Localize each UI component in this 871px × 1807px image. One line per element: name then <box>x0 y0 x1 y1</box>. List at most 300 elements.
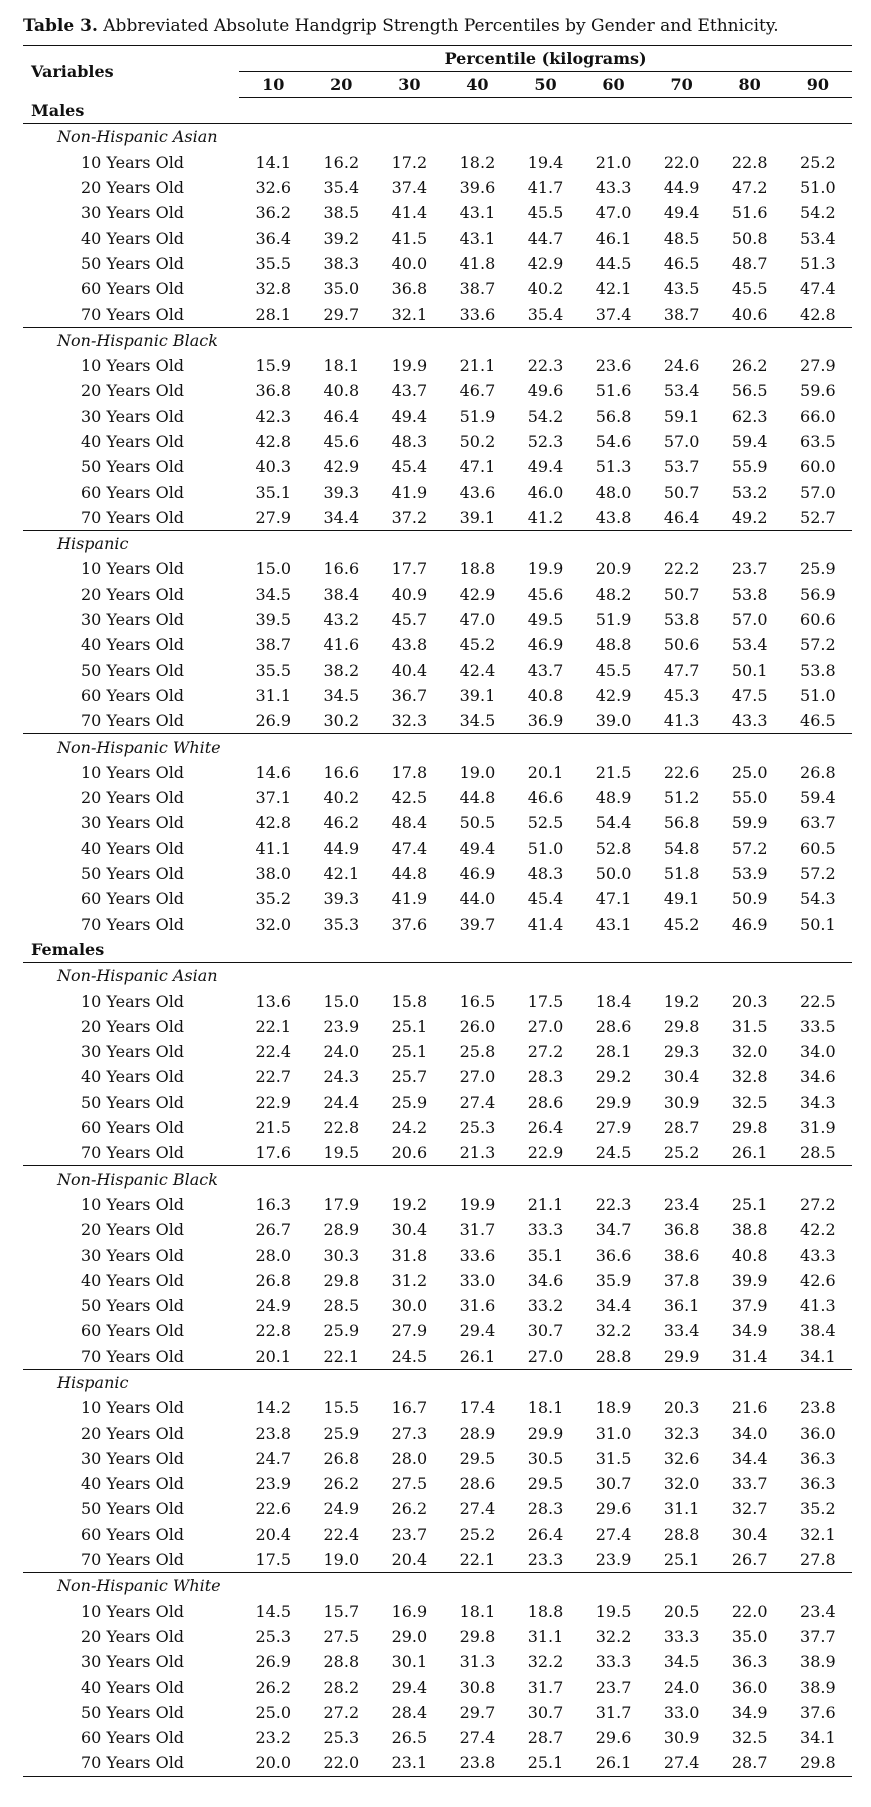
value-cell: 39.5 <box>255 610 292 630</box>
value-cell: 48.4 <box>391 813 428 833</box>
value-cell: 16.3 <box>255 1194 292 1214</box>
table-row <box>23 454 852 479</box>
value-cell: 22.6 <box>663 762 700 782</box>
table-row <box>23 1725 852 1750</box>
value-cell: 27.2 <box>800 1194 836 1214</box>
value-cell: 50.9 <box>731 889 768 909</box>
value-cell: 26.8 <box>323 1448 360 1468</box>
value-cell: 32.5 <box>731 1092 768 1112</box>
value-cell: 32.0 <box>731 1042 768 1062</box>
value-cell: 40.4 <box>391 660 428 680</box>
value-cell: 46.7 <box>459 381 496 401</box>
value-cell: 42.3 <box>255 406 292 426</box>
value-cell: 24.2 <box>391 1118 428 1138</box>
value-cell: 55.9 <box>731 457 768 477</box>
value-cell: 19.9 <box>391 356 428 376</box>
value-cell: 35.0 <box>731 1626 768 1646</box>
value-cell: 35.4 <box>527 304 564 324</box>
table-row <box>23 1624 852 1649</box>
value-cell: 22.9 <box>255 1092 292 1112</box>
table-row <box>23 1268 852 1293</box>
value-cell: 26.9 <box>255 711 292 731</box>
gender-label: Males <box>23 98 852 124</box>
value-cell: 18.1 <box>459 1601 496 1621</box>
value-cell: 24.5 <box>595 1143 632 1163</box>
value-cell: 39.1 <box>459 685 496 705</box>
value-cell: 31.7 <box>595 1702 632 1722</box>
table-row <box>23 1090 852 1115</box>
value-cell: 31.7 <box>527 1677 564 1697</box>
value-cell: 53.8 <box>731 584 768 604</box>
value-cell: 51.6 <box>731 203 768 223</box>
value-cell: 40.8 <box>323 381 360 401</box>
table-row <box>23 1547 852 1573</box>
value-cell: 29.7 <box>459 1702 496 1722</box>
value-cell: 19.9 <box>459 1194 496 1214</box>
age-label: 30 Years Old <box>81 406 185 426</box>
value-cell: 45.6 <box>527 584 564 604</box>
value-cell: 22.3 <box>595 1194 632 1214</box>
value-cell: 22.6 <box>255 1499 292 1519</box>
table-row <box>23 760 852 785</box>
value-cell: 42.9 <box>527 253 564 273</box>
table-row <box>23 1471 852 1496</box>
value-cell: 40.6 <box>731 304 768 324</box>
age-label: 30 Years Old <box>81 1448 185 1468</box>
value-cell: 32.3 <box>391 711 428 731</box>
value-cell: 60.6 <box>800 610 836 630</box>
value-cell: 28.7 <box>663 1118 700 1138</box>
table-row <box>23 505 852 531</box>
value-cell: 23.1 <box>375 1750 443 1776</box>
value-cell: 25.3 <box>255 1626 292 1646</box>
value-cell: 46.5 <box>800 711 836 731</box>
age-label: 60 Years Old <box>81 685 185 705</box>
value-cell: 25.1 <box>391 1016 428 1036</box>
age-label: 40 Years Old <box>81 635 185 655</box>
value-cell: 44.7 <box>527 228 564 248</box>
ethnicity-row <box>23 963 852 989</box>
value-cell: 27.0 <box>459 1067 496 1087</box>
value-cell: 51.3 <box>595 457 632 477</box>
value-cell: 41.9 <box>391 889 428 909</box>
value-cell: 27.3 <box>391 1423 428 1443</box>
value-cell: 24.9 <box>323 1499 360 1519</box>
value-cell: 16.5 <box>459 991 496 1011</box>
value-cell: 26.4 <box>527 1118 564 1138</box>
value-cell: 47.4 <box>391 838 428 858</box>
age-label: 50 Years Old <box>81 660 185 680</box>
value-cell: 44.9 <box>663 178 700 198</box>
age-label: 40 Years Old <box>81 1270 185 1290</box>
value-cell: 29.4 <box>391 1677 428 1697</box>
value-cell: 47.0 <box>595 203 632 223</box>
value-cell: 36.9 <box>527 711 564 731</box>
age-label: 30 Years Old <box>81 1245 185 1265</box>
value-cell: 14.6 <box>255 762 292 782</box>
value-cell: 46.2 <box>323 813 360 833</box>
value-cell: 50.6 <box>663 635 700 655</box>
value-cell: 48.3 <box>391 432 428 451</box>
value-cell: 15.0 <box>255 559 292 579</box>
percentile-column-header: 90 <box>784 72 852 98</box>
table-row <box>23 683 852 708</box>
value-cell: 42.6 <box>800 1270 836 1290</box>
table-row <box>23 1496 852 1521</box>
value-cell: 27.5 <box>391 1474 428 1494</box>
value-cell: 38.9 <box>800 1677 836 1697</box>
value-cell: 34.4 <box>595 1296 632 1316</box>
value-cell: 40.8 <box>527 685 564 705</box>
age-label: 10 Years Old <box>81 559 185 579</box>
value-cell: 21.3 <box>459 1143 496 1163</box>
ethnicity-row <box>23 124 852 150</box>
value-cell: 37.9 <box>731 1296 768 1316</box>
value-cell: 22.1 <box>255 1016 292 1036</box>
value-cell: 44.5 <box>595 253 632 273</box>
age-label: 40 Years Old <box>81 432 185 451</box>
value-cell: 50.1 <box>800 914 836 934</box>
value-cell: 42.9 <box>323 457 360 477</box>
value-cell: 26.4 <box>527 1524 564 1544</box>
value-cell: 49.5 <box>527 610 564 630</box>
value-cell: 21.1 <box>527 1194 564 1214</box>
value-cell: 17.5 <box>527 991 564 1011</box>
value-cell: 40.2 <box>527 279 564 299</box>
value-cell: 47.5 <box>731 685 768 705</box>
age-label: 30 Years Old <box>81 1652 185 1672</box>
value-cell: 30.0 <box>391 1296 428 1316</box>
value-cell: 26.0 <box>459 1016 496 1036</box>
value-cell: 48.5 <box>663 228 700 248</box>
value-cell: 34.5 <box>255 584 292 604</box>
value-cell: 30.2 <box>323 711 360 731</box>
value-cell: 50.5 <box>459 813 496 833</box>
value-cell: 28.9 <box>459 1423 496 1443</box>
value-cell: 36.4 <box>255 228 292 248</box>
value-cell: 19.5 <box>323 1143 360 1163</box>
value-cell: 34.5 <box>323 685 360 705</box>
value-cell: 39.9 <box>731 1270 768 1290</box>
value-cell: 25.0 <box>731 762 768 782</box>
value-cell: 40.2 <box>323 788 360 808</box>
value-cell: 15.5 <box>323 1398 360 1418</box>
value-cell: 32.0 <box>663 1474 700 1494</box>
age-label: 70 Years Old <box>81 711 185 731</box>
value-cell: 25.9 <box>391 1092 428 1112</box>
value-cell: 54.2 <box>800 203 836 223</box>
value-cell: 32.7 <box>731 1499 768 1519</box>
value-cell: 66.0 <box>800 406 836 426</box>
value-cell: 18.8 <box>459 559 496 579</box>
age-label: 40 Years Old <box>81 1067 185 1087</box>
value-cell: 28.3 <box>527 1067 564 1087</box>
value-cell: 23.7 <box>731 559 768 579</box>
age-label: 60 Years Old <box>81 889 185 909</box>
value-cell: 32.1 <box>391 304 428 324</box>
value-cell: 19.0 <box>323 1550 360 1570</box>
value-cell: 43.7 <box>391 381 428 401</box>
value-cell: 41.7 <box>527 178 564 198</box>
table-row <box>23 1293 852 1318</box>
value-cell: 48.7 <box>731 253 768 273</box>
value-cell: 30.5 <box>527 1448 564 1468</box>
value-cell: 45.4 <box>527 889 564 909</box>
value-cell: 14.5 <box>255 1601 292 1621</box>
value-cell: 21.6 <box>731 1398 768 1418</box>
value-cell: 30.1 <box>391 1652 428 1672</box>
value-cell: 20.6 <box>391 1143 428 1163</box>
value-cell: 22.8 <box>255 1321 292 1341</box>
value-cell: 29.6 <box>595 1728 632 1748</box>
value-cell: 45.2 <box>459 635 496 655</box>
value-cell: 13.6 <box>255 991 292 1011</box>
value-cell: 57.0 <box>731 610 768 630</box>
ethnicity-label: Non-Hispanic Asian <box>57 127 218 147</box>
value-cell: 17.7 <box>391 559 428 579</box>
value-cell: 27.4 <box>459 1728 496 1748</box>
value-cell: 30.9 <box>663 1092 700 1112</box>
value-cell: 37.4 <box>391 178 428 198</box>
value-cell: 34.5 <box>459 711 496 731</box>
value-cell: 42.4 <box>459 660 496 680</box>
value-cell: 41.1 <box>255 838 292 858</box>
value-cell: 22.2 <box>663 559 700 579</box>
age-label: 50 Years Old <box>81 253 185 273</box>
value-cell: 36.0 <box>800 1423 836 1443</box>
value-cell: 42.8 <box>255 432 292 451</box>
value-cell: 20.3 <box>731 991 768 1011</box>
value-cell: 41.3 <box>800 1296 836 1316</box>
value-cell: 46.4 <box>323 406 360 426</box>
value-cell: 22.3 <box>527 356 564 376</box>
value-cell: 50.7 <box>663 584 700 604</box>
value-cell: 36.3 <box>800 1448 836 1468</box>
age-label: 60 Years Old <box>81 279 185 299</box>
value-cell: 27.4 <box>648 1750 716 1776</box>
value-cell: 23.9 <box>255 1474 292 1494</box>
table-row <box>23 861 852 886</box>
value-cell: 26.1 <box>580 1750 648 1776</box>
value-cell: 51.2 <box>663 788 700 808</box>
value-cell: 27.8 <box>800 1550 836 1570</box>
value-cell: 48.0 <box>595 482 632 502</box>
value-cell: 31.5 <box>595 1448 632 1468</box>
table-row <box>23 1039 852 1064</box>
value-cell: 29.5 <box>527 1474 564 1494</box>
value-cell: 22.0 <box>731 1601 768 1621</box>
value-cell: 30.8 <box>459 1677 496 1697</box>
value-cell: 49.4 <box>663 203 700 223</box>
value-cell: 53.4 <box>731 635 768 655</box>
value-cell: 32.2 <box>595 1626 632 1646</box>
table-row <box>23 1395 852 1420</box>
value-cell: 60.0 <box>800 457 836 477</box>
value-cell: 28.0 <box>391 1448 428 1468</box>
value-cell: 51.3 <box>800 253 836 273</box>
value-cell: 53.2 <box>731 482 768 502</box>
value-cell: 28.7 <box>716 1750 784 1776</box>
value-cell: 51.6 <box>595 381 632 401</box>
age-label: 40 Years Old <box>81 1677 185 1697</box>
age-label: 60 Years Old <box>81 1524 185 1544</box>
table-row <box>23 1344 852 1370</box>
age-label: 50 Years Old <box>81 1092 185 1112</box>
ethnicity-label: Non-Hispanic White <box>23 734 852 760</box>
value-cell: 43.1 <box>595 914 632 934</box>
value-cell: 16.2 <box>323 152 360 172</box>
age-label: 30 Years Old <box>81 610 185 630</box>
value-cell: 29.4 <box>459 1321 496 1341</box>
value-cell: 49.6 <box>527 381 564 401</box>
value-cell: 22.8 <box>731 152 768 172</box>
value-cell: 27.4 <box>459 1092 496 1112</box>
value-cell: 29.8 <box>784 1750 852 1776</box>
table-caption-label: Table 3. <box>23 16 98 36</box>
value-cell: 20.1 <box>255 1346 292 1366</box>
value-cell: 36.3 <box>800 1474 836 1494</box>
value-cell: 56.8 <box>663 813 700 833</box>
value-cell: 33.4 <box>663 1321 700 1341</box>
age-label: 30 Years Old <box>81 1042 185 1062</box>
value-cell: 20.5 <box>663 1601 700 1621</box>
value-cell: 31.3 <box>459 1652 496 1672</box>
value-cell: 54.3 <box>800 889 836 909</box>
value-cell: 28.7 <box>527 1728 564 1748</box>
value-cell: 40.9 <box>391 584 428 604</box>
value-cell: 24.6 <box>663 356 700 376</box>
value-cell: 35.9 <box>595 1270 632 1290</box>
value-cell: 31.1 <box>663 1499 700 1519</box>
table-row <box>23 1599 852 1624</box>
value-cell: 42.9 <box>595 685 632 705</box>
value-cell: 22.1 <box>459 1550 496 1570</box>
age-label: 60 Years Old <box>81 1118 185 1138</box>
value-cell: 45.5 <box>731 279 768 299</box>
table-row <box>23 1318 852 1343</box>
value-cell: 51.9 <box>595 610 632 630</box>
value-cell: 28.8 <box>323 1652 360 1672</box>
age-label: 10 Years Old <box>81 1194 185 1214</box>
value-cell: 19.2 <box>391 1194 428 1214</box>
value-cell: 15.0 <box>323 991 360 1011</box>
ethnicity-label: Hispanic <box>23 531 852 557</box>
value-cell: 39.2 <box>323 228 360 248</box>
value-cell: 35.2 <box>800 1499 836 1519</box>
ethnicity-row <box>23 1166 852 1192</box>
ethnicity-row <box>23 327 852 353</box>
value-cell: 39.6 <box>459 178 496 198</box>
value-cell: 38.9 <box>800 1652 836 1672</box>
value-cell: 59.6 <box>800 381 836 401</box>
table-caption <box>23 14 852 38</box>
value-cell: 46.9 <box>527 635 564 655</box>
value-cell: 26.8 <box>255 1270 292 1290</box>
value-cell: 36.8 <box>663 1220 700 1240</box>
gender-label: Females <box>23 937 852 963</box>
value-cell: 46.5 <box>663 253 700 273</box>
value-cell: 20.4 <box>255 1524 292 1544</box>
value-cell: 23.4 <box>663 1194 700 1214</box>
table-row <box>23 251 852 276</box>
value-cell: 28.3 <box>527 1499 564 1519</box>
table-row <box>23 1192 852 1217</box>
value-cell: 24.9 <box>255 1296 292 1316</box>
value-cell: 53.9 <box>731 864 768 884</box>
value-cell: 42.9 <box>459 584 496 604</box>
value-cell: 54.4 <box>595 813 632 833</box>
value-cell: 41.5 <box>391 228 428 248</box>
table-row <box>23 1522 852 1547</box>
age-label: 60 Years Old <box>81 482 185 502</box>
age-label: 10 Years Old <box>81 991 185 1011</box>
value-cell: 15.8 <box>391 991 428 1011</box>
value-cell: 35.5 <box>255 253 292 273</box>
age-label: 10 Years Old <box>81 1601 185 1621</box>
value-cell: 38.6 <box>663 1245 700 1265</box>
value-cell: 17.4 <box>459 1398 496 1418</box>
value-cell: 31.9 <box>800 1118 836 1138</box>
value-cell: 23.8 <box>443 1750 511 1776</box>
value-cell: 35.1 <box>255 482 292 502</box>
value-cell: 33.0 <box>459 1270 496 1290</box>
value-cell: 28.6 <box>595 1016 632 1036</box>
table-row <box>23 607 852 632</box>
value-cell: 48.3 <box>527 864 564 884</box>
value-cell: 56.9 <box>800 584 836 604</box>
value-cell: 16.9 <box>391 1601 428 1621</box>
value-cell: 17.5 <box>255 1550 292 1570</box>
table-row <box>23 582 852 607</box>
value-cell: 43.1 <box>459 203 496 223</box>
value-cell: 16.6 <box>323 559 360 579</box>
value-cell: 43.5 <box>663 279 700 299</box>
value-cell: 18.2 <box>459 152 496 172</box>
value-cell: 26.9 <box>255 1652 292 1672</box>
ethnicity-row <box>23 1369 852 1395</box>
value-cell: 42.8 <box>800 304 836 324</box>
value-cell: 33.6 <box>459 304 496 324</box>
value-cell: 38.0 <box>255 864 292 884</box>
value-cell: 34.0 <box>800 1042 836 1062</box>
value-cell: 62.3 <box>731 406 768 426</box>
value-cell: 43.1 <box>459 228 496 248</box>
value-cell: 36.1 <box>663 1296 700 1316</box>
value-cell: 39.3 <box>323 482 360 502</box>
value-cell: 29.2 <box>595 1067 632 1087</box>
value-cell: 26.5 <box>391 1728 428 1748</box>
value-cell: 32.5 <box>731 1728 768 1748</box>
value-cell: 27.0 <box>527 1016 564 1036</box>
value-cell: 28.1 <box>255 304 292 324</box>
table-row <box>23 1674 852 1699</box>
percentile-column-header: 10 <box>239 72 307 98</box>
value-cell: 51.0 <box>800 178 836 198</box>
value-cell: 46.9 <box>459 864 496 884</box>
value-cell: 22.7 <box>255 1067 292 1087</box>
value-cell: 20.0 <box>239 1750 307 1776</box>
value-cell: 19.5 <box>595 1601 632 1621</box>
age-label: 20 Years Old <box>81 1016 185 1036</box>
value-cell: 32.6 <box>255 178 292 198</box>
age-label: 50 Years Old <box>81 1499 185 1519</box>
value-cell: 47.1 <box>459 457 496 477</box>
value-cell: 27.5 <box>323 1626 360 1646</box>
value-cell: 20.4 <box>391 1550 428 1570</box>
age-label: 70 Years Old <box>23 1750 239 1776</box>
ethnicity-row <box>23 734 852 760</box>
value-cell: 52.8 <box>595 838 632 858</box>
